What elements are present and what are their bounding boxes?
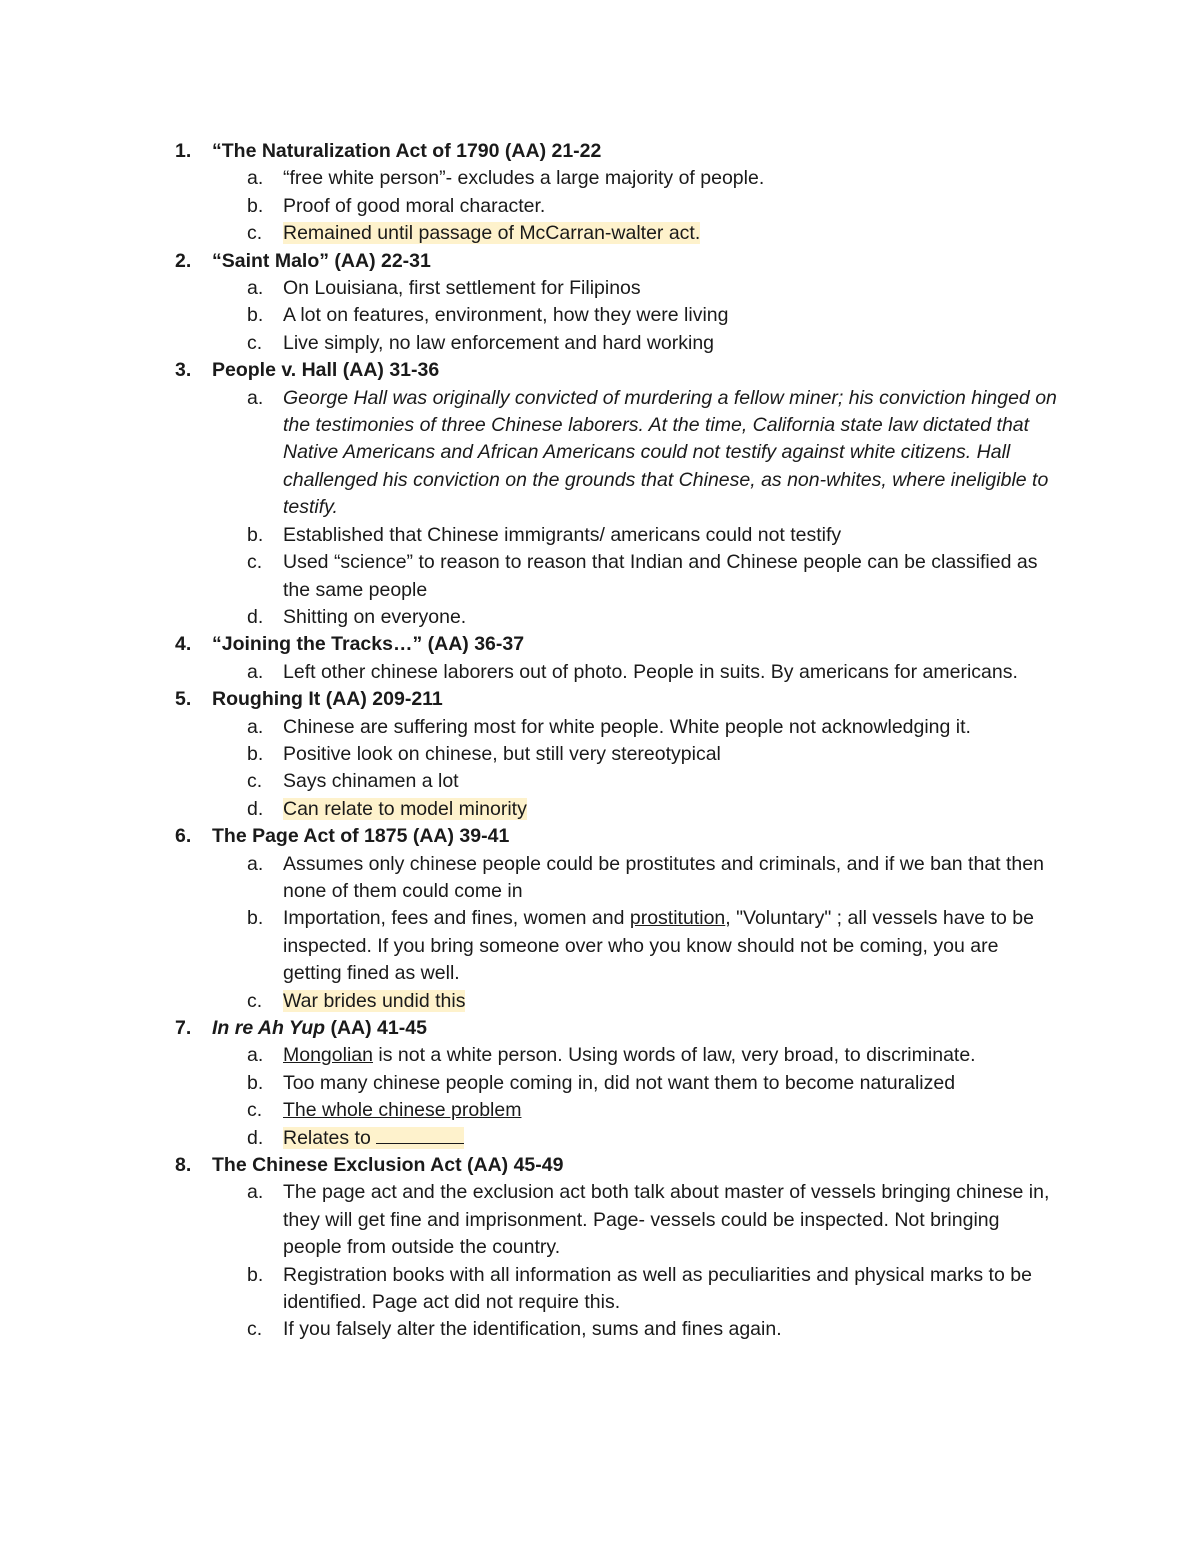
sub-item	[0, 1262, 1200, 1317]
highlighted-text: War brides undid this	[283, 989, 466, 1012]
sub-item	[0, 522, 1200, 549]
sub-text: Left other chinese laborers out of photo. People in suits. By americans for americans.	[283, 660, 1018, 683]
sub-text-pre: Importation, fees and fines, women and	[283, 907, 630, 930]
sub-text: Says chinamen a lot	[283, 770, 459, 793]
sub-letter: d.	[247, 797, 264, 820]
outline-item-2	[0, 248, 1200, 358]
sub-text: A lot on features, environment, how they were living	[283, 304, 729, 327]
highlighted-text: Can relate to model minority	[283, 797, 527, 820]
sub-letter: c.	[247, 551, 263, 574]
sub-item	[0, 796, 1200, 823]
sub-text: If you falsely alter the identification, sums and fines again.	[283, 1318, 782, 1341]
item-title: “The Naturalization Act of 1790 (AA) 21-22	[212, 140, 602, 162]
sub-text: Shitting on everyone.	[283, 605, 467, 628]
sub-letter: a.	[247, 852, 264, 875]
sub-letter: c.	[247, 989, 263, 1012]
item-number: 4.	[175, 633, 192, 656]
sub-letter: c.	[247, 770, 263, 793]
sub-item	[0, 1070, 1200, 1097]
item-number: 3.	[175, 359, 192, 382]
outline-item-7	[0, 1015, 1200, 1152]
sub-item	[0, 1097, 1200, 1124]
item-number: 5.	[175, 688, 192, 711]
outline-item-1	[0, 138, 1200, 248]
sub-text: Too many chinese people coming in, did not want them to become naturalized	[283, 1071, 956, 1094]
sub-item	[0, 1042, 1200, 1069]
item-title: Roughing It (AA) 209-211	[212, 688, 443, 711]
sub-text	[283, 1044, 976, 1066]
italic-text: George Hall was originally convicted of murdering a fellow miner; his conviction hinged on the testimonies of three Chinese laborers. At the time, California state law dictated that Native Americans and African Americans could not testify against white citizens. Hall challenged his conviction on the grounds that Chinese, as non-whites, where ineligible to testify.	[283, 386, 1057, 519]
underlined-text: The whole chinese problem	[283, 1099, 522, 1122]
sub-letter: a.	[247, 1181, 264, 1204]
sub-item	[0, 1125, 1200, 1152]
sub-letter: a.	[247, 660, 264, 683]
sub-letter: d.	[247, 605, 264, 628]
underlined-text: prostitution	[629, 907, 726, 930]
sub-letter: b.	[247, 523, 264, 546]
item-title: “Joining the Tracks…” (AA) 36-37	[212, 633, 525, 656]
sub-text-post: , "Voluntary" ; all vessels have to be inspected. If you bring someone over who you know should not be coming, you are getting fined as well.	[283, 907, 1034, 985]
sub-item	[0, 549, 1200, 604]
fill-in-blank	[376, 1125, 464, 1144]
outline-item-4	[0, 631, 1200, 686]
sub-text: Live simply, no law enforcement and hard working	[283, 331, 715, 354]
sub-item	[0, 330, 1200, 357]
sub-item	[0, 275, 1200, 302]
item-title: The Chinese Exclusion Act (AA) 45-49	[212, 1154, 564, 1177]
sub-text	[283, 907, 1034, 984]
outline-item-3	[0, 357, 1200, 631]
sub-letter: b.	[247, 742, 264, 765]
sub-letter: a.	[247, 386, 264, 409]
sub-letter: d.	[247, 1126, 264, 1149]
item-title: “Saint Malo” (AA) 22-31	[212, 249, 431, 272]
item-title: The Page Act of 1875 (AA) 39-41	[212, 825, 510, 848]
sub-letter: b.	[247, 194, 264, 217]
outline-item-8	[0, 1152, 1200, 1344]
sub-letter: a.	[247, 1044, 264, 1067]
sub-letter: c.	[247, 331, 263, 354]
sub-letter: b.	[247, 304, 264, 327]
sub-letter: b.	[247, 1071, 264, 1094]
item-title-italic: In re Ah Yup	[212, 1017, 326, 1039]
sub-item	[0, 1316, 1200, 1343]
item-number: 1.	[175, 140, 192, 162]
item-number: 8.	[175, 1154, 192, 1177]
highlighted-text	[283, 1127, 464, 1149]
item-number: 7.	[175, 1017, 192, 1039]
sub-item	[0, 165, 1200, 192]
sub-text: Relates to	[283, 1126, 377, 1149]
sub-letter: c.	[247, 1099, 263, 1122]
sub-item	[0, 220, 1200, 247]
sub-letter: c.	[247, 1318, 263, 1341]
sub-item	[0, 714, 1200, 741]
sub-text: “free white person”- excludes a large majority of people.	[283, 167, 765, 190]
item-number: 6.	[175, 825, 192, 848]
sub-item	[0, 741, 1200, 768]
sub-item	[0, 905, 1200, 987]
sub-letter: b.	[247, 907, 264, 930]
sub-item	[0, 604, 1200, 631]
sub-letter: a.	[247, 167, 264, 190]
item-title: People v. Hall (AA) 31-36	[212, 359, 440, 382]
sub-item	[0, 193, 1200, 220]
sub-item	[0, 851, 1200, 906]
underlined-text: Mongolian	[283, 1044, 373, 1067]
document-page	[0, 138, 1200, 1344]
sub-item	[0, 1179, 1200, 1261]
highlighted-text: Remained until passage of McCarran-walter act.	[283, 222, 701, 245]
sub-item	[0, 385, 1200, 522]
sub-text: Registration books with all information as well as peculiarities and physical marks to be identified. Page act did not require this.	[283, 1263, 1032, 1314]
sub-item	[0, 768, 1200, 795]
item-number: 2.	[175, 249, 192, 272]
sub-text: Assumes only chinese people could be prostitutes and criminals, and if we ban that then none of them could come in	[283, 852, 1044, 902]
sub-letter: c.	[247, 222, 263, 245]
sub-item	[0, 659, 1200, 686]
sub-letter: a.	[247, 715, 264, 738]
sub-text: Proof of good moral character.	[283, 194, 546, 217]
sub-item	[0, 988, 1200, 1015]
sub-text: Used “science” to reason to reason that Indian and Chinese people can be classified as the same people	[283, 551, 1038, 601]
sub-text: Positive look on chinese, but still very stereotypical	[283, 742, 721, 765]
sub-text: On Louisiana, first settlement for Filipinos	[283, 277, 641, 300]
sub-text: Chinese are suffering most for white people. White people not acknowledging it.	[283, 715, 971, 738]
sub-letter: a.	[247, 277, 264, 300]
sub-text: The page act and the exclusion act both talk about master of vessels bringing chinese in, they will get fine and imprisonment. Page- vessels could be inspected. Not bringing people from outside the country.	[283, 1181, 1050, 1259]
item-title-rest: (AA) 41-45	[325, 1017, 427, 1039]
outline-item-6	[0, 823, 1200, 1015]
sub-item	[0, 302, 1200, 329]
sub-text: Established that Chinese immigrants/ americans could not testify	[283, 523, 842, 546]
sub-letter: b.	[247, 1263, 264, 1286]
sub-text-post: is not a white person. Using words of law, very broad, to discriminate.	[372, 1044, 976, 1067]
outline-item-5	[0, 686, 1200, 823]
